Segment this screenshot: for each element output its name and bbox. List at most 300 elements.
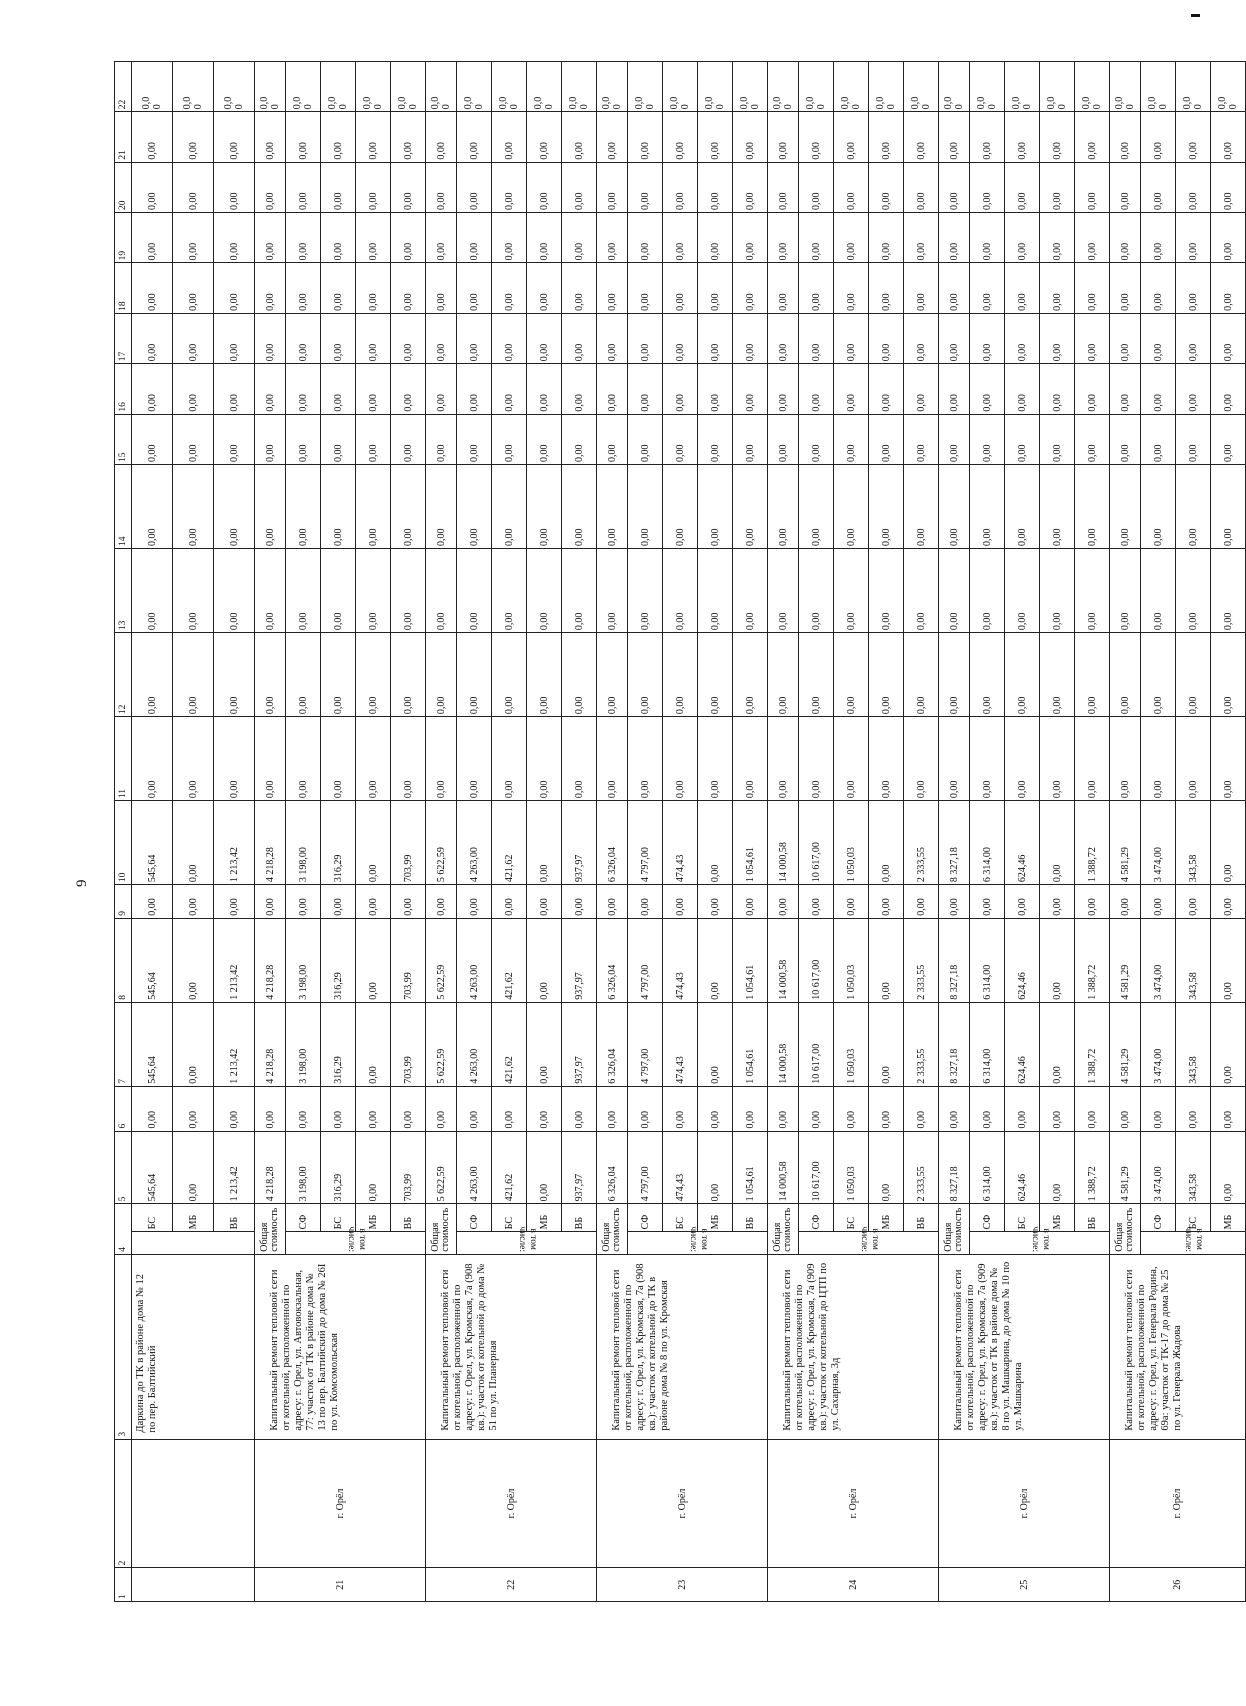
value-cell: 0,0 0 (321, 61, 356, 111)
value-cell: 0,00 (628, 633, 663, 717)
value-cell: 0,00 (173, 313, 214, 363)
value-cell: 0,00 (356, 1086, 391, 1131)
value-cell: 14 000,58 (768, 1131, 799, 1204)
value-cell: 0,0 0 (214, 61, 255, 111)
value-cell: 0,00 (1110, 885, 1141, 919)
source-cell: СФ (628, 1204, 663, 1232)
value-cell: 0,0 0 (1211, 61, 1246, 111)
value-cell: 0,00 (527, 633, 562, 717)
description-cell: Капитальный ремонт тепловой сети от котельной, расположенной по адресу: г. Орел, ул. Генерала Родина, 69а: участок от ТК-17 до дома № 25 по ул. Генерала Жадова (1110, 1254, 1246, 1439)
value-cell: 0,00 (1040, 313, 1075, 363)
value-cell: 0,00 (597, 549, 628, 633)
column-number: 2 (115, 1439, 132, 1568)
value-cell: 0,00 (597, 263, 628, 313)
column-number: 21 (115, 112, 132, 162)
value-cell: 0,00 (768, 313, 799, 363)
value-cell: 0,00 (834, 263, 869, 313)
value-cell: 0,00 (939, 549, 970, 633)
value-cell: 0,00 (214, 213, 255, 263)
value-cell: 0,00 (970, 162, 1005, 212)
column-number: 22 (115, 61, 132, 111)
value-cell: 0,00 (391, 213, 426, 263)
value-cell: 0,00 (173, 717, 214, 801)
value-cell: 0,00 (391, 414, 426, 464)
value-cell: 14 000,58 (768, 1002, 799, 1086)
value-cell: 0,00 (768, 885, 799, 919)
value-cell: 0,00 (733, 313, 768, 363)
value-cell: 0,00 (628, 162, 663, 212)
value-cell: 0,00 (939, 885, 970, 919)
including-text: в том числе: (1029, 1226, 1051, 1252)
value-cell: 421,62 (492, 1131, 527, 1204)
project-number: 26 (1110, 1568, 1246, 1602)
value-cell: 545,64 (132, 1131, 173, 1204)
value-cell: 0,00 (1176, 313, 1211, 363)
value-cell: 0,00 (1075, 414, 1110, 464)
including-label (457, 1226, 597, 1254)
value-cell: 0,00 (1176, 465, 1211, 549)
value-cell: 0,00 (628, 1086, 663, 1131)
value-cell: 0,00 (904, 717, 939, 801)
value-cell: 5 622,59 (426, 801, 457, 885)
value-cell: 0,00 (173, 1002, 214, 1086)
column-number: 9 (115, 885, 132, 919)
including-text: в том числе: (1183, 1226, 1204, 1252)
value-cell: 0,00 (457, 213, 492, 263)
value-cell: 0,00 (869, 885, 904, 919)
value-cell: 0,00 (939, 213, 970, 263)
value-cell: 0,00 (286, 885, 321, 919)
value-cell: 4 263,00 (457, 1002, 492, 1086)
value-cell: 0,00 (970, 364, 1005, 414)
value-cell: 0,00 (426, 364, 457, 414)
value-cell: 0,00 (1040, 1086, 1075, 1131)
value-cell: 0,00 (663, 717, 698, 801)
value-cell: 0,00 (597, 162, 628, 212)
value-cell: 0,00 (970, 213, 1005, 263)
total-cost-label: Общая стоимость (426, 1204, 457, 1254)
value-cell: 0,00 (286, 112, 321, 162)
city-cell: г. Орёл (939, 1439, 1110, 1568)
value-cell: 0,00 (214, 465, 255, 549)
value-cell: 0,00 (255, 465, 286, 549)
value-cell: 474,43 (663, 1002, 698, 1086)
value-cell: 0,00 (527, 414, 562, 464)
value-cell: 0,00 (733, 414, 768, 464)
value-cell: 0,00 (768, 465, 799, 549)
value-cell: 0,00 (768, 364, 799, 414)
value-cell: 2 333,55 (904, 1131, 939, 1204)
value-cell: 0,00 (970, 717, 1005, 801)
value-cell: 0,00 (698, 213, 733, 263)
value-cell: 0,00 (1005, 717, 1040, 801)
value-cell: 0,00 (939, 313, 970, 363)
value-cell: 0,00 (869, 1086, 904, 1131)
value-cell: 0,00 (904, 263, 939, 313)
source-cell: СФ (286, 1204, 321, 1232)
source-cell: СФ (970, 1204, 1005, 1232)
value-cell: 0,00 (1211, 1002, 1246, 1086)
value-cell: 0,00 (834, 112, 869, 162)
value-cell: 0,00 (426, 414, 457, 464)
value-cell: 0,00 (1211, 213, 1246, 263)
value-cell: 0,00 (663, 162, 698, 212)
value-cell: 703,99 (391, 1131, 426, 1204)
value-cell: 0,00 (1040, 213, 1075, 263)
value-cell: 0,00 (834, 549, 869, 633)
value-cell: 0,0 0 (1040, 61, 1075, 111)
value-cell: 0,00 (132, 313, 173, 363)
value-cell: 0,00 (1075, 1086, 1110, 1131)
rotated-table-region (74, 27, 1239, 1602)
source-cell: СФ (457, 1204, 492, 1232)
value-cell: 0,00 (1176, 1086, 1211, 1131)
value-cell: 0,00 (698, 549, 733, 633)
including-text: в том числе: (858, 1226, 880, 1252)
value-cell: 3 474,00 (1141, 801, 1176, 885)
column-number: 13 (115, 549, 132, 633)
value-cell: 1 388,72 (1075, 918, 1110, 1002)
table-row (1110, 28, 1141, 1602)
value-cell: 545,64 (132, 801, 173, 885)
value-cell: 0,00 (255, 549, 286, 633)
value-cell: 0,00 (970, 313, 1005, 363)
value-cell: 0,00 (1211, 918, 1246, 1002)
value-cell: 0,00 (1040, 918, 1075, 1002)
including-text: в том числе: (687, 1226, 709, 1252)
value-cell: 0,00 (799, 213, 834, 263)
value-cell: 2 333,55 (904, 1002, 939, 1086)
value-cell: 0,00 (173, 633, 214, 717)
value-cell: 421,62 (492, 918, 527, 1002)
value-cell: 0,00 (628, 364, 663, 414)
value-cell: 0,00 (527, 263, 562, 313)
value-cell: 0,00 (768, 414, 799, 464)
value-cell: 0,00 (321, 465, 356, 549)
value-cell: 0,00 (132, 364, 173, 414)
city-cell: г. Орёл (255, 1439, 426, 1568)
value-cell: 0,00 (834, 633, 869, 717)
column-number: 18 (115, 263, 132, 313)
value-cell: 4 263,00 (457, 801, 492, 885)
column-number: 1 (115, 1568, 132, 1602)
value-cell: 0,00 (173, 465, 214, 549)
value-cell: 3 198,00 (286, 918, 321, 1002)
value-cell: 0,00 (733, 263, 768, 313)
column-number: 19 (115, 213, 132, 263)
value-cell: 0,00 (426, 465, 457, 549)
value-cell: 0,00 (698, 1086, 733, 1131)
source-cell: МБ (356, 1204, 391, 1232)
value-cell: 0,00 (1176, 633, 1211, 717)
value-cell: 0,00 (255, 633, 286, 717)
value-cell: 0,00 (698, 313, 733, 363)
value-cell: 0,00 (132, 263, 173, 313)
value-cell: 0,00 (733, 633, 768, 717)
value-cell: 0,0 0 (628, 61, 663, 111)
value-cell: 3 198,00 (286, 1131, 321, 1204)
source-cell: БС (1176, 1204, 1211, 1232)
value-cell: 0,00 (457, 885, 492, 919)
value-cell: 0,00 (1110, 549, 1141, 633)
value-cell: 0,00 (733, 885, 768, 919)
value-cell: 0,0 0 (255, 61, 286, 111)
value-cell: 0,00 (663, 633, 698, 717)
value-cell: 0,00 (492, 263, 527, 313)
value-cell: 0,00 (1110, 313, 1141, 363)
source-cell: МБ (1211, 1204, 1246, 1232)
value-cell: 343,58 (1176, 1002, 1211, 1086)
value-cell: 0,00 (527, 1002, 562, 1086)
value-cell: 0,00 (869, 112, 904, 162)
value-cell: 0,0 0 (286, 61, 321, 111)
value-cell: 0,00 (1005, 885, 1040, 919)
value-cell: 0,00 (286, 162, 321, 212)
value-cell: 0,00 (970, 1086, 1005, 1131)
value-cell: 0,00 (457, 162, 492, 212)
value-cell: 4 218,28 (255, 1002, 286, 1086)
value-cell: 0,00 (799, 1086, 834, 1131)
value-cell: 5 622,59 (426, 1002, 457, 1086)
value-cell: 5 622,59 (426, 918, 457, 1002)
value-cell: 0,00 (132, 549, 173, 633)
value-cell: 0,00 (527, 1131, 562, 1204)
value-cell: 1 050,03 (834, 918, 869, 1002)
value-cell: 0,00 (869, 1002, 904, 1086)
value-cell: 0,00 (527, 549, 562, 633)
value-cell: 0,00 (970, 633, 1005, 717)
value-cell: 0,00 (255, 885, 286, 919)
value-cell: 0,00 (1040, 1002, 1075, 1086)
value-cell: 0,0 0 (597, 61, 628, 111)
value-cell: 0,00 (1005, 549, 1040, 633)
value-cell: 0,00 (492, 465, 527, 549)
value-cell: 0,00 (1211, 112, 1246, 162)
value-cell: 0,00 (1040, 801, 1075, 885)
value-cell: 0,00 (597, 364, 628, 414)
table-body (132, 28, 1246, 1602)
value-cell: 0,00 (457, 263, 492, 313)
value-cell: 0,00 (457, 414, 492, 464)
value-cell: 0,00 (869, 213, 904, 263)
value-cell: 0,00 (869, 414, 904, 464)
value-cell: 0,00 (904, 414, 939, 464)
description-cell: Капитальный ремонт тепловой сети от котельной, расположенной по адресу: г. Орел, ул. Кромская, 7а (909 кв.): участок от ТК в районе дома № 8 по ул. Машкарина, до дома № 10 по ул. Машкарина (939, 1254, 1110, 1439)
value-cell: 0,00 (628, 465, 663, 549)
column-number: 5 (115, 1131, 132, 1204)
value-cell: 0,0 0 (904, 61, 939, 111)
value-cell: 0,00 (321, 162, 356, 212)
value-cell: 0,00 (321, 364, 356, 414)
value-cell: 10 617,00 (799, 801, 834, 885)
value-cell: 0,00 (562, 717, 597, 801)
value-cell: 0,00 (391, 1086, 426, 1131)
source-cell: БС (834, 1204, 869, 1232)
value-cell: 6 314,00 (970, 801, 1005, 885)
value-cell: 0,00 (1005, 313, 1040, 363)
value-cell: 0,00 (733, 213, 768, 263)
value-cell: 0,00 (628, 414, 663, 464)
source-cell: ВБ (1075, 1204, 1110, 1232)
value-cell: 0,00 (628, 263, 663, 313)
value-cell: 0,00 (698, 717, 733, 801)
value-cell: 0,00 (426, 633, 457, 717)
value-cell: 4 218,28 (255, 801, 286, 885)
value-cell: 0,00 (1040, 1131, 1075, 1204)
value-cell: 0,00 (356, 1002, 391, 1086)
value-cell: 0,00 (173, 549, 214, 633)
value-cell: 4 581,29 (1110, 1131, 1141, 1204)
value-cell: 0,00 (356, 112, 391, 162)
value-cell: 0,00 (733, 549, 768, 633)
value-cell: 0,0 0 (799, 61, 834, 111)
value-cell: 0,00 (1141, 364, 1176, 414)
value-cell: 0,00 (132, 885, 173, 919)
value-cell: 0,00 (799, 162, 834, 212)
including-text: в том числе: (516, 1226, 538, 1252)
value-cell: 0,00 (1075, 549, 1110, 633)
value-cell: 0,00 (1211, 885, 1246, 919)
value-cell: 0,00 (834, 717, 869, 801)
table-row (255, 28, 286, 1602)
source-cell: МБ (698, 1204, 733, 1232)
value-cell: 0,0 0 (834, 61, 869, 111)
value-cell: 0,00 (1141, 465, 1176, 549)
value-cell: 4 581,29 (1110, 918, 1141, 1002)
value-cell: 0,00 (1176, 112, 1211, 162)
value-cell: 0,00 (562, 162, 597, 212)
value-cell: 0,00 (492, 717, 527, 801)
value-cell: 0,00 (1176, 364, 1211, 414)
value-cell: 8 327,18 (939, 918, 970, 1002)
value-cell: 0,00 (255, 364, 286, 414)
value-cell: 0,00 (663, 213, 698, 263)
value-cell: 0,00 (132, 465, 173, 549)
value-cell: 0,00 (457, 633, 492, 717)
value-cell: 0,00 (492, 112, 527, 162)
value-cell: 0,0 0 (492, 61, 527, 111)
value-cell: 0,0 0 (1110, 61, 1141, 111)
value-cell: 0,00 (1176, 549, 1211, 633)
value-cell: 4 263,00 (457, 1131, 492, 1204)
value-cell: 0,00 (904, 465, 939, 549)
value-cell: 0,00 (663, 263, 698, 313)
value-cell: 6 326,04 (597, 918, 628, 1002)
value-cell: 0,00 (562, 364, 597, 414)
source-cell: СФ (799, 1204, 834, 1232)
value-cell: 4 581,29 (1110, 1002, 1141, 1086)
value-cell: 0,00 (214, 112, 255, 162)
value-cell: 545,64 (132, 918, 173, 1002)
value-cell: 2 333,55 (904, 801, 939, 885)
value-cell: 703,99 (391, 801, 426, 885)
value-cell: 0,00 (321, 1086, 356, 1131)
value-cell: 1 213,42 (214, 1131, 255, 1204)
total-cost-label: Общая стоимость (939, 1204, 970, 1254)
value-cell: 0,00 (321, 263, 356, 313)
value-cell: 0,0 0 (1176, 61, 1211, 111)
including-label (799, 1226, 939, 1254)
value-cell: 0,00 (1110, 213, 1141, 263)
value-cell: 0,00 (869, 263, 904, 313)
value-cell: 0,00 (597, 465, 628, 549)
value-cell: 624,46 (1005, 918, 1040, 1002)
value-cell: 0,00 (1040, 364, 1075, 414)
value-cell: 0,0 0 (768, 61, 799, 111)
value-cell: 8 327,18 (939, 801, 970, 885)
value-cell: 4 581,29 (1110, 801, 1141, 885)
column-number: 7 (115, 1002, 132, 1086)
value-cell: 0,00 (286, 1086, 321, 1131)
value-cell: 14 000,58 (768, 801, 799, 885)
value-cell: 703,99 (391, 918, 426, 1002)
value-cell: 0,00 (698, 1002, 733, 1086)
value-cell: 0,00 (1005, 213, 1040, 263)
value-cell: 421,62 (492, 801, 527, 885)
value-cell: 0,00 (527, 213, 562, 263)
value-cell: 0,00 (970, 549, 1005, 633)
value-cell: 0,00 (173, 364, 214, 414)
value-cell: 0,00 (799, 112, 834, 162)
including-label (628, 1226, 768, 1254)
value-cell: 0,00 (768, 263, 799, 313)
value-cell: 0,00 (132, 213, 173, 263)
value-cell: 0,00 (457, 364, 492, 414)
value-cell: 0,00 (255, 112, 286, 162)
value-cell: 0,00 (286, 263, 321, 313)
column-number: 16 (115, 364, 132, 414)
table-row (426, 28, 457, 1602)
value-cell: 0,00 (1211, 263, 1246, 313)
source-cell: БС (321, 1204, 356, 1232)
value-cell: 0,00 (321, 549, 356, 633)
value-cell: 0,00 (733, 717, 768, 801)
value-cell: 0,00 (628, 885, 663, 919)
value-cell: 0,00 (391, 364, 426, 414)
value-cell: 10 617,00 (799, 1002, 834, 1086)
value-cell: 0,00 (939, 162, 970, 212)
value-cell: 0,00 (286, 465, 321, 549)
value-cell: 0,00 (492, 213, 527, 263)
value-cell: 0,00 (1141, 162, 1176, 212)
value-cell: 0,00 (834, 885, 869, 919)
value-cell: 0,00 (1040, 465, 1075, 549)
value-cell: 0,00 (597, 213, 628, 263)
column-number: 11 (115, 717, 132, 801)
source-cell: ВБ (733, 1204, 768, 1232)
value-cell: 1 213,42 (214, 801, 255, 885)
value-cell: 0,00 (391, 313, 426, 363)
value-cell: 0,00 (799, 465, 834, 549)
value-cell: 0,00 (768, 633, 799, 717)
value-cell: 343,58 (1176, 801, 1211, 885)
value-cell: 0,00 (492, 549, 527, 633)
value-cell: 0,00 (663, 112, 698, 162)
value-cell: 0,00 (1110, 414, 1141, 464)
value-cell: 0,00 (939, 465, 970, 549)
value-cell: 0,00 (628, 549, 663, 633)
value-cell: 4 218,28 (255, 1131, 286, 1204)
value-cell: 6 326,04 (597, 1131, 628, 1204)
edge-mark (1191, 14, 1200, 17)
table-row (132, 28, 173, 1602)
value-cell: 0,00 (1040, 633, 1075, 717)
value-cell: 0,00 (869, 162, 904, 212)
value-cell: 0,0 0 (356, 61, 391, 111)
value-cell: 0,00 (698, 465, 733, 549)
value-cell: 0,00 (904, 313, 939, 363)
value-cell: 0,00 (904, 885, 939, 919)
